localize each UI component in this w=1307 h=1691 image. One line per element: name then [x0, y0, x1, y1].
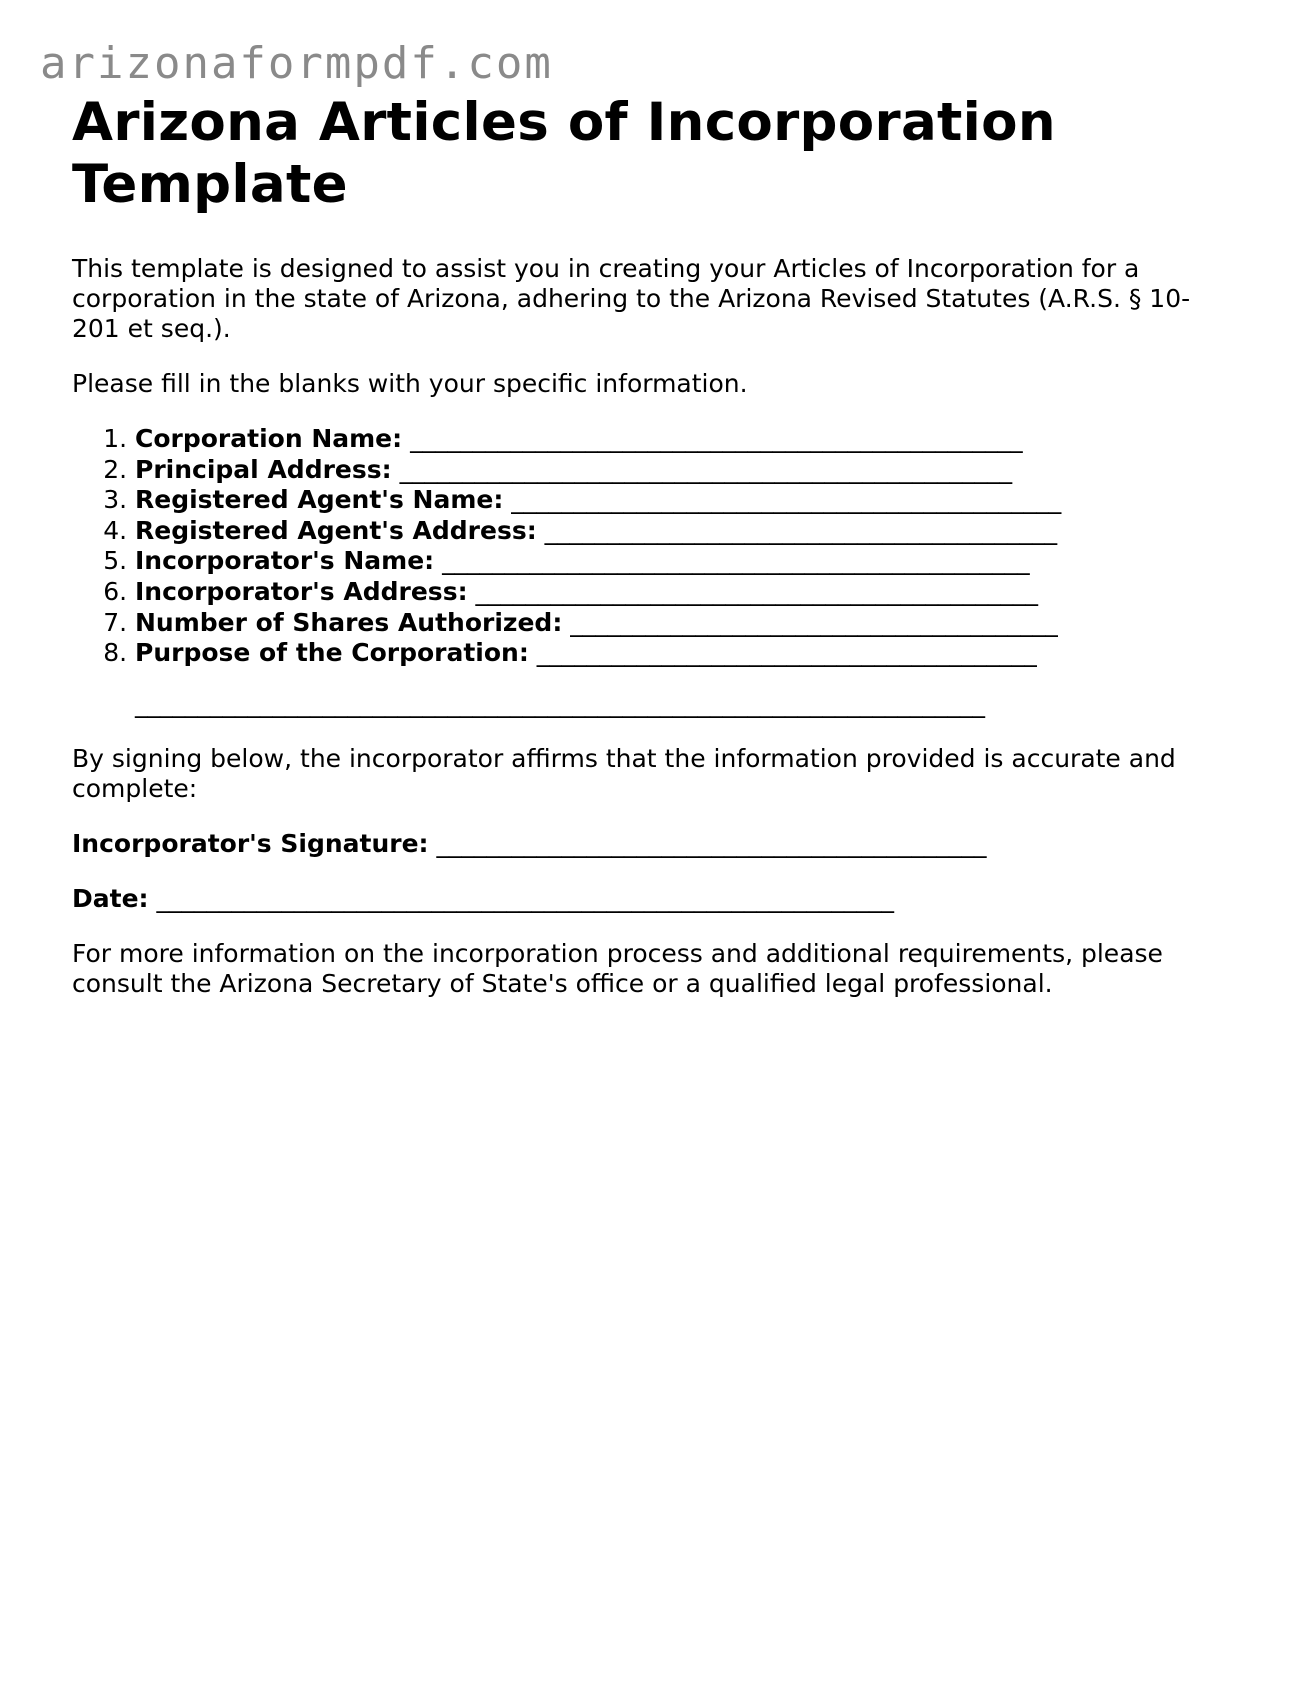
field-blank[interactable]: ________________________________________	[536, 638, 1037, 668]
field-label: Principal Address:	[135, 454, 392, 484]
field-registered-agent-address	[135, 516, 1232, 547]
footer-note: For more information on the incorporation process and additional requirements, please consult the Arizona Secretary of State's office or a qualified legal professional.	[72, 938, 1163, 998]
field-blank[interactable]: _________________________________________________	[399, 454, 1013, 484]
page-title: Arizona Articles of Incorporation Template	[72, 92, 1056, 215]
date-blank[interactable]: ___________________________________________________________	[156, 883, 894, 913]
instruction-text: Please fill in the blanks with your specific information.	[72, 369, 748, 398]
field-label: Registered Agent's Name:	[135, 485, 504, 515]
field-label: Incorporator's Address:	[135, 576, 468, 606]
field-label: Registered Agent's Address:	[135, 515, 537, 545]
date-label: Date:	[72, 883, 149, 913]
field-incorporator-address	[135, 577, 1232, 608]
field-corporation-name	[135, 424, 1232, 455]
date-row	[72, 884, 1232, 914]
field-purpose	[135, 638, 1232, 669]
watermark: arizonaformpdf.com	[40, 38, 553, 89]
field-blank[interactable]: _______________________________________________	[442, 546, 1030, 576]
document-body	[72, 92, 1232, 999]
purpose-continuation-blank[interactable]: ____________________________________________________________________	[135, 688, 985, 718]
field-blank[interactable]: _____________________________________________	[475, 576, 1039, 606]
affirmation-text: By signing below, the incorporator affirms that the information provided is accurate and complete:	[72, 743, 1176, 803]
field-label: Incorporator's Name:	[135, 546, 435, 576]
field-blank[interactable]: _______________________________________	[570, 607, 1058, 637]
field-incorporator-name	[135, 546, 1232, 577]
field-label: Purpose of the Corporation:	[135, 638, 529, 668]
field-blank[interactable]: _________________________________________	[544, 515, 1058, 545]
field-principal-address	[135, 455, 1232, 486]
field-registered-agent-name	[135, 485, 1232, 516]
field-number-of-shares	[135, 608, 1232, 639]
fields-list	[72, 424, 1232, 669]
signature-blank[interactable]: ____________________________________________	[436, 828, 987, 858]
field-blank[interactable]: _________________________________________________	[410, 424, 1023, 453]
signature-row	[72, 829, 1232, 859]
field-label: Corporation Name:	[135, 424, 403, 453]
field-label: Number of Shares Authorized:	[135, 607, 563, 637]
signature-label: Incorporator's Signature:	[72, 828, 429, 858]
intro-paragraph: This template is designed to assist you in creating your Articles of Incorporation for a corporation in the state of Arizona, adhering to the Arizona Revised Statutes (A.R.S. § 10-201 et seq.).	[72, 254, 1191, 343]
field-blank[interactable]: ____________________________________________	[511, 485, 1062, 515]
